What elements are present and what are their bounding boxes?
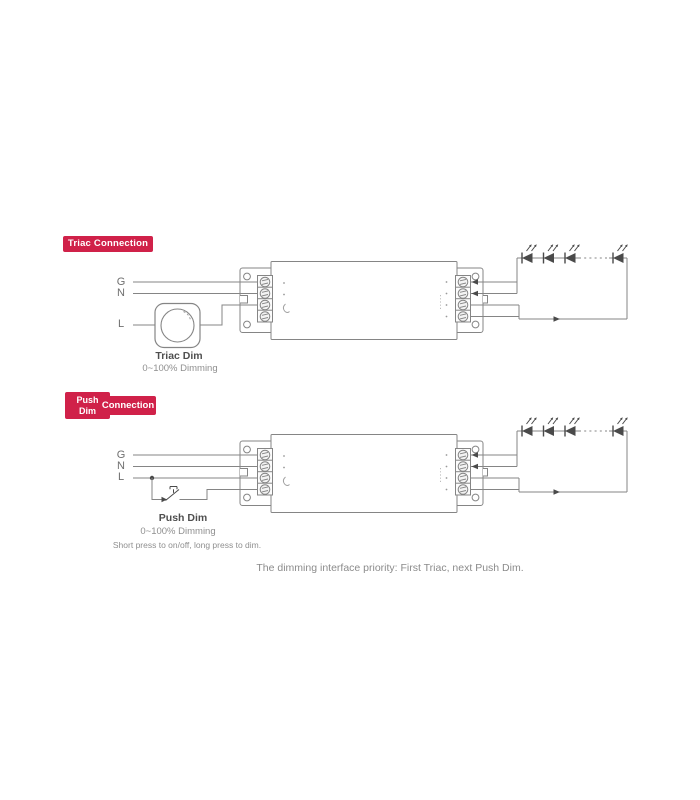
- screw-hole: [472, 494, 479, 501]
- led-diode-icon: [613, 417, 628, 436]
- push-wire-label-g: G: [116, 449, 126, 461]
- push-wire-label-n: N: [117, 460, 125, 472]
- terminal-block-output: [456, 449, 471, 496]
- push-diagram: [133, 417, 628, 512]
- led-diode-icon: [522, 244, 537, 263]
- triac-wire-label-n: N: [117, 287, 125, 299]
- triac-range-label: 0~100% Dimming: [142, 363, 218, 374]
- triac-device-label: Triac Dim: [155, 350, 203, 362]
- screw-hole: [244, 446, 251, 453]
- led-driver: [240, 435, 488, 513]
- triac-diagram: [133, 244, 628, 347]
- led-driver: [240, 262, 488, 340]
- terminal-block-input: [258, 449, 273, 496]
- push-note: Short press to on/off, long press to dim.: [112, 540, 262, 550]
- priority-note: The dimming interface priority: First Triac, next Push Dim.: [256, 562, 524, 574]
- push-device-label: Push Dim: [158, 512, 208, 524]
- led-diode-icon: [613, 244, 628, 263]
- momentary-push-switch-icon: [152, 478, 179, 502]
- push-badge-word2: Dim: [78, 406, 96, 416]
- current-direction-arrow: [554, 489, 561, 495]
- triac-connection-badge: Triac Connection: [63, 236, 153, 252]
- push-badge-right: Connection: [100, 396, 156, 415]
- terminal-block-input: [258, 276, 273, 323]
- screw-hole: [472, 273, 479, 280]
- triac-wire-label-l: L: [117, 318, 125, 330]
- screw-hole: [244, 494, 251, 501]
- driver-body: [271, 435, 457, 513]
- push-badge-word1: Push: [76, 395, 99, 405]
- led-diode-icon: [522, 417, 537, 436]
- screw-hole: [244, 321, 251, 328]
- triac-wire-label-g: G: [116, 276, 126, 288]
- push-wire-label-l: L: [117, 471, 125, 483]
- push-range-label: 0~100% Dimming: [140, 526, 216, 537]
- led-diode-icon: [544, 417, 559, 436]
- screw-hole: [244, 273, 251, 280]
- led-diode-icon: [544, 244, 559, 263]
- driver-body: [271, 262, 457, 340]
- led-string: [517, 244, 628, 322]
- terminal-block-output: [456, 276, 471, 323]
- rotary-dimmer-icon: [155, 304, 200, 348]
- led-diode-icon: [565, 244, 580, 263]
- led-diode-icon: [565, 417, 580, 436]
- push-input-wires: [133, 455, 258, 502]
- led-string: [517, 417, 628, 495]
- triac-input-wires: [133, 282, 258, 348]
- current-direction-arrow: [554, 316, 561, 322]
- screw-hole: [472, 321, 479, 328]
- screw-hole: [472, 446, 479, 453]
